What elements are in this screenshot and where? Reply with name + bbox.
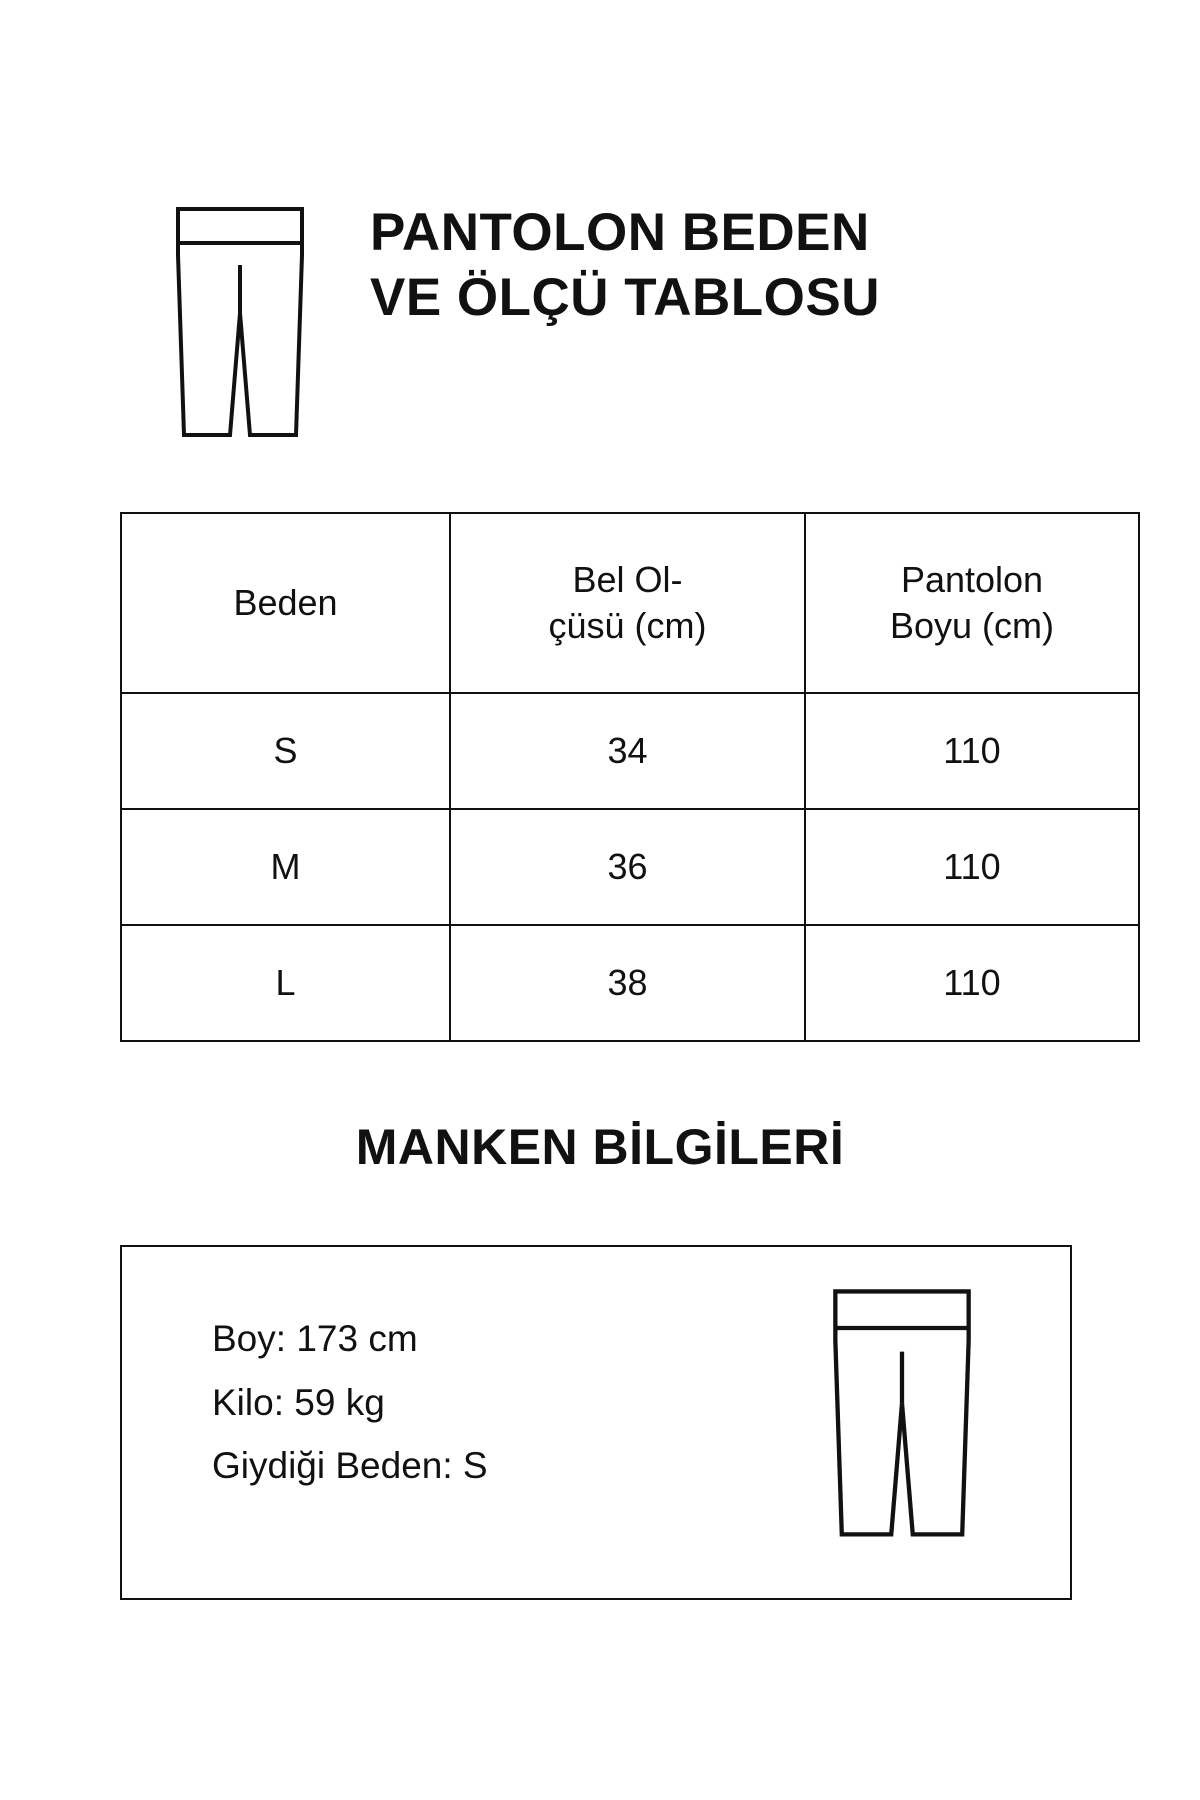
cell-size: M [121, 809, 450, 925]
cell-size: L [121, 925, 450, 1041]
model-info-box [120, 1245, 1072, 1600]
page-title-line-1: PANTOLON BEDEN [370, 203, 870, 262]
page-title [370, 195, 1070, 330]
model-info-text [212, 1307, 488, 1498]
table-row [121, 809, 1139, 925]
cell-waist: 38 [450, 925, 805, 1041]
model-weight: Kilo: 59 kg [212, 1381, 385, 1423]
cell-length: 110 [805, 925, 1139, 1041]
page-header [170, 195, 1070, 443]
cell-waist: 34 [450, 693, 805, 809]
table-header-row [121, 513, 1139, 693]
column-header-length [805, 513, 1139, 693]
model-info-title: MANKEN BİLGİLERİ [355, 1119, 845, 1175]
column-header-waist-line-2: çüsü (cm) [548, 605, 707, 646]
cell-length: 110 [805, 809, 1139, 925]
column-header-length-line-1: Pantolon [900, 558, 1044, 600]
model-height: Boy: 173 cm [212, 1318, 418, 1359]
table-row [121, 693, 1139, 809]
cell-waist: 36 [450, 809, 805, 925]
table-row [121, 925, 1139, 1041]
pants-icon [170, 195, 310, 443]
model-worn-size: Giydiği Beden: S [212, 1445, 488, 1487]
page-title-line-2: VE ÖLÇÜ TABLOSU [370, 267, 881, 327]
column-header-length-line-2: Boyu (cm) [889, 605, 1055, 646]
cell-length: 110 [805, 693, 1139, 809]
cell-size: S [121, 693, 450, 809]
column-header-size [121, 513, 450, 693]
column-header-size-label: Beden [233, 581, 338, 623]
size-table [120, 512, 1140, 1042]
column-header-waist-line-1: Bel Ol- [572, 558, 683, 600]
pants-icon [826, 1285, 978, 1543]
column-header-waist [450, 513, 805, 693]
